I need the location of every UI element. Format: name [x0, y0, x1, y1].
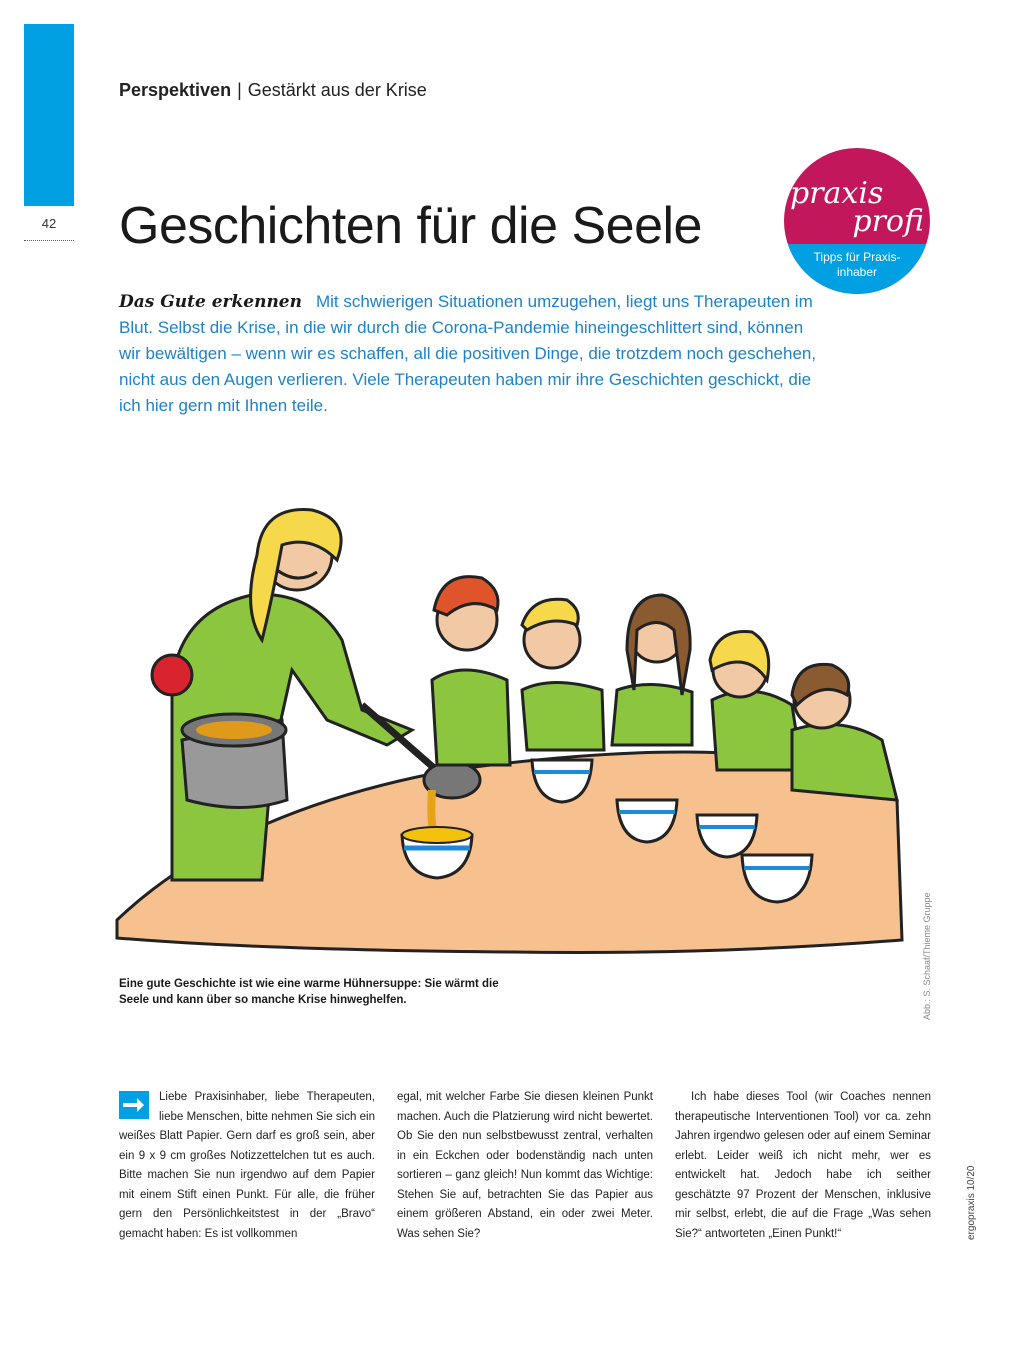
body-column-2: [397, 1088, 653, 1244]
lead-paragraph: [119, 289, 819, 419]
illustration-credit: Abb.: S. Schaaf/Thieme Gruppe: [922, 892, 932, 1020]
badge-line-1: praxis: [790, 176, 884, 211]
body-column-3: [675, 1088, 931, 1244]
lead-kicker: Das Gute erkennen: [119, 292, 302, 312]
body-text-col-3: Ich habe dieses Tool (wir Coaches nennen therapeutische Interventionen Tool) vor ca. zehn Jahren irgendwo gelesen oder auf einem Seminar erlebt. Leider weiß ich nicht mehr, wer es entwickelt hat. Jedoch habe ich seither geschätzte 97 Prozent der Menschen, inklusive mir selbst, erlebt, die auf die Frage „Was sehen Sie?“ antworteten „Einen Punkt!“: [675, 1091, 931, 1240]
section-subtitle: Gestärkt aus der Krise: [247, 80, 427, 100]
lead-text: Mit schwierigen Situationen umzugehen, liegt uns Therapeuten im Blut. Selbst die Krise, in die wir durch die Corona-Pandemie hineingeschlittert sind, können wir bewältigen – wenn wir es schaffen, all die positiven Dinge, die trotzdem noch geschehen, nicht aus den Augen verlieren. Viele Therapeuten haben mir ihre Geschichten geschickt, die ich hier gern mit Ihnen teile.: [119, 292, 817, 415]
body-text-col-2: egal, mit welcher Farbe Sie diesen kleinen Punkt machen. Auch die Platzierung wird nicht bewertet. Ob Sie den nun selbstbewusst zentral, verhalten in ein Eckchen oder bodenständig nach unten sortieren – ganz gleich! Nun kommt das Wichtige: Stehen Sie auf, betrachten Sie das Papier aus einem größeren Abstand, ein oder zwei Meter. Was sehen Sie?: [397, 1091, 653, 1240]
badge-tagline: Tipps für Praxis-inhaber: [813, 250, 901, 279]
section-name: Perspektiven: [119, 80, 232, 100]
image-caption: Eine gute Geschichte ist wie eine warme Hühnersuppe: Sie wärmt die Seele und kann über so manche Krise hinweghelfen.: [119, 978, 499, 1006]
body-text-col-1: Liebe Praxisinhaber, liebe Therapeuten, liebe Menschen, bitte nehmen Sie sich ein weißes Blatt Papier. Gern darf es groß sein, aber ein 9 x 9 cm großes Notizzettelchen tut es auch. Bitte machen Sie nun irgendwo auf dem Papier mit einem Stift einen Punkt. Für alle, die früher gern den Persönlichkeitstest in der „Bravo“ gemacht haben: Es ist vollkommen: [119, 1091, 375, 1240]
page-number: 42: [41, 216, 57, 231]
page-number-rule: [24, 240, 74, 241]
badge-line-2: profi: [852, 204, 924, 239]
body-column-1: [119, 1088, 375, 1244]
soup-illustration: [112, 500, 908, 960]
section-color-tab: [24, 24, 74, 206]
article-title: Geschichten für die Seele: [119, 197, 702, 255]
header-separator: |: [237, 80, 242, 100]
journal-issue: ergopraxis 10/20: [966, 1165, 977, 1240]
arrow-right-icon: [119, 1091, 149, 1119]
section-header: [119, 80, 427, 101]
praxisprofi-badge: [784, 148, 930, 294]
